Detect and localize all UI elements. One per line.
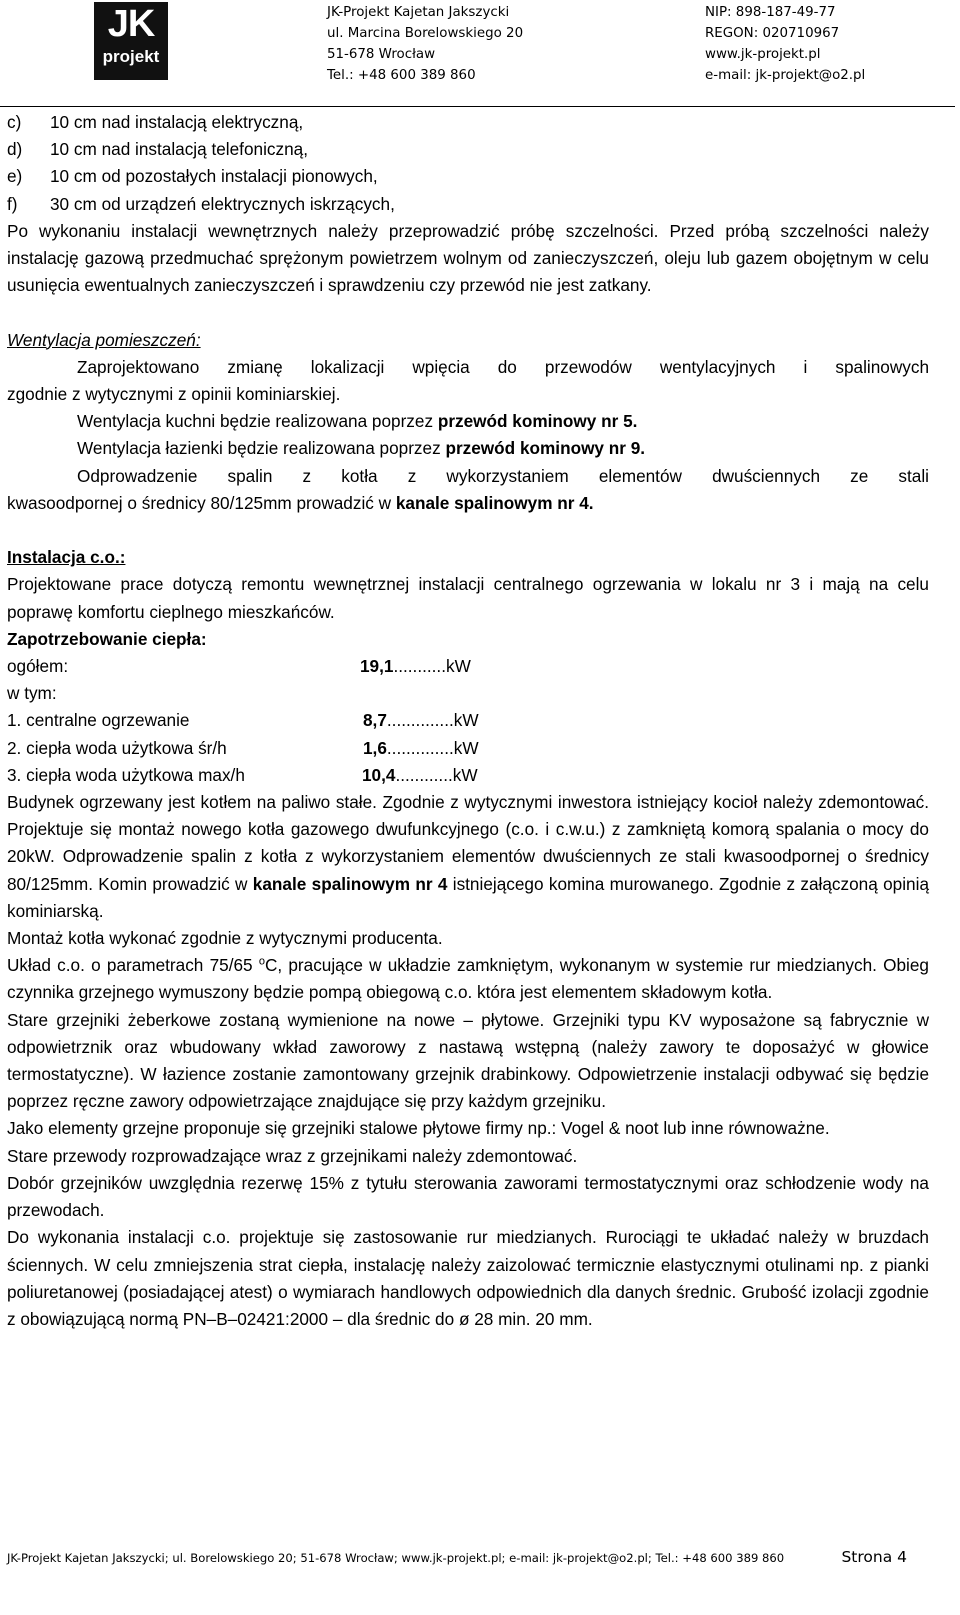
header-nip: NIP: 898-187-49-77 [705,5,836,20]
radiators-paragraph: Stare grzejniki żeberkowe zostaną wymienione na nowe – płytowe. Grzejniki typu KV wyposażone są fabrycznie w odpowietrznik oraz wbudowany wkład zaworowy z nastawą wstępną (należy zawory te doposażyć w głowice termostatyczne). W łazience zostanie zamontowany grzejnik drabinkowy. Odpowietrzenie instalacji odbywać się będzie poprzez ręczne zawory odpowietrzające znajdujące się przy każdym grzejniku. [7,1009,929,1112]
header-regon: REGON: 020710967 [705,26,840,41]
boiler-mount-paragraph: Montaż kotła wykonać zgodnie z wytycznymi producenta. [7,928,443,949]
co-heading: Instalacja c.o.: [7,547,126,568]
header-address-block [327,2,523,86]
heat-demand-item: 3. ciepła woda użytkowa max/h 10,4 ............kW [7,764,478,785]
selection-paragraph: Dobór grzejników uwzględnia rezerwę 15% z tytułu sterowania zaworami termostatycznymi oraz schłodzenie wody na przewodach. [7,1172,929,1221]
spacer [7,299,929,326]
header-divider [0,106,955,107]
logo-projekt-text: projekt [102,47,160,66]
flue-paragraph-line2: kwasoodpornej o średnicy 80/125mm prowadzić w kanale spalinowym nr 4. [7,492,594,513]
heat-demand-heading: Zapotrzebowanie ciepła: [7,628,207,649]
heat-demand-subheading: w tym: [7,683,57,704]
header-email: e-mail: jk-projekt@o2.pl [705,68,866,83]
page-header [0,0,960,108]
footer-contact: JK-Projekt Kajetan Jakszycki; ul. Borelowskiego 20; 51-678 Wrocław; www.jk-projekt.pl; e-mail: jk-projekt@o2.pl; Tel.: +48 600 389 860 [7,1551,785,1565]
header-city: 51-678 Wrocław [327,47,436,62]
ventilation-heading: Wentylacja pomieszczeń: [7,329,201,350]
copper-pipes-paragraph: Do wykonania instalacji c.o. projektuje się zastosowanie rur miedzianych. Rurociągi te układać należy w bruzdach ściennych. W celu zmniejszenia strat ciepła, instalację należy zaizolować termicznie elastycznymi otulinami np. z pianki poliuretanowej (posiadającej atest) o wymiarach handlowych odpowiednich dla danych średnic. Grubość izolacji zgodnie z obowiązującą normą PN–B–02421:2000 – dla średnic do ø 28 min. 20 mm. [7,1227,929,1329]
company-logo [94,2,168,80]
spacer [7,517,929,544]
logo-jk-text: JK [107,3,155,45]
list-item: e) 10 cm od pozostałych instalacji pionowych, [7,166,378,187]
co-intro: Projektowane prace dotyczą remontu wewnętrznej instalacji centralnego ogrzewania w lokalu nr 3 i mają na celu poprawę komfortu cieplnego mieszkańców. [7,574,929,622]
list-item: d) 10 cm nad instalacją telefoniczną, [7,139,308,160]
heat-demand-item: 1. centralne ogrzewanie 8,7 ..............kW [7,710,479,731]
gas-test-paragraph: Po wykonaniu instalacji wewnętrznych należy przeprowadzić próbę szczelności. Przed próbą szczelności należy instalację gazową przedmuchać sprężonym powietrzem wolnym od zanieczyszczeń, oleju lub gazem obojętnym w celu usunięcia ewentualnych zanieczyszczeń i sprawdzeniu czy przewód nie jest zatkany. [7,220,929,296]
bathroom-ventilation: Wentylacja łazienki będzie realizowana poprzez przewód kominowy nr 9. [77,438,646,459]
list-item: c) 10 cm nad instalacją elektryczną, [7,112,304,132]
vogel-paragraph: Jako elementy grzejne proponuje się grzejniki stalowe płytowe firmy np.: Vogel & noot lub inne równoważne. [7,1118,830,1139]
document-body [7,109,929,1333]
heat-demand-item: 2. ciepła woda użytkowa śr/h 1,6 ..............kW [7,737,479,758]
boiler-paragraph: Budynek ogrzewany jest kotłem na paliwo stałe. Zgodnie z wytycznymi inwestora istniejący kocioł należy zdemontować. Projektuje się montaż nowego kotła gazowego dwufunkcyjnego (c.o. i c.w.u.) z zamkniętą komorą spalania o mocy do 20kW. Odprowadzenie spalin z kotła z wykorzystaniem elementów dwuściennych ze stali kwasoodpornej o średnicy 80/125mm. Komin prowadzić w kanale spalinowym nr 4 istniejącego komina murowanego. Zgodnie z załączoną opinią kominiarską. [7,792,929,921]
header-registry-block [705,2,865,86]
ventilation-paragraph-line1: Zaprojektowano zmianę lokalizacji wpięcia do przewodów wentylacyjnych i spalinowych [77,356,929,377]
header-website: www.jk-projekt.pl [705,47,821,62]
header-company-name: JK-Projekt Kajetan Jakszycki [327,5,510,20]
heat-demand-total: ogółem: 19,1 ...........kW [7,656,471,677]
page-number: Strona 4 [841,1548,907,1566]
kitchen-ventilation: Wentylacja kuchni będzie realizowana poprzez przewód kominowy nr 5. [77,411,638,432]
header-street: ul. Marcina Borelowskiego 20 [327,26,524,41]
old-pipes-paragraph: Stare przewody rozprowadzające wraz z grzejnikami należy zdemontować. [7,1145,578,1166]
flue-paragraph-line1: Odprowadzenie spalin z kotła z wykorzystaniem elementów dwuściennych ze stali [77,465,929,486]
ventilation-paragraph-line2: zgodnie z wytycznymi z opinii kominiarskiej. [7,384,341,405]
list-item: f) 30 cm od urządzeń elektrycznych iskrzących, [7,193,395,214]
header-phone: Tel.: +48 600 389 860 [327,68,476,83]
page-footer [7,1548,952,1566]
system-paragraph: Układ c.o. o parametrach 75/65 $^o$C, pracujące w układzie zamkniętym, wykonanym w systemie rur miedzianych. Obieg czynnika grzejnego wymuszony będzie pompą obiegową c.o. która jest elementem składowym kotła. [7,955,929,1003]
